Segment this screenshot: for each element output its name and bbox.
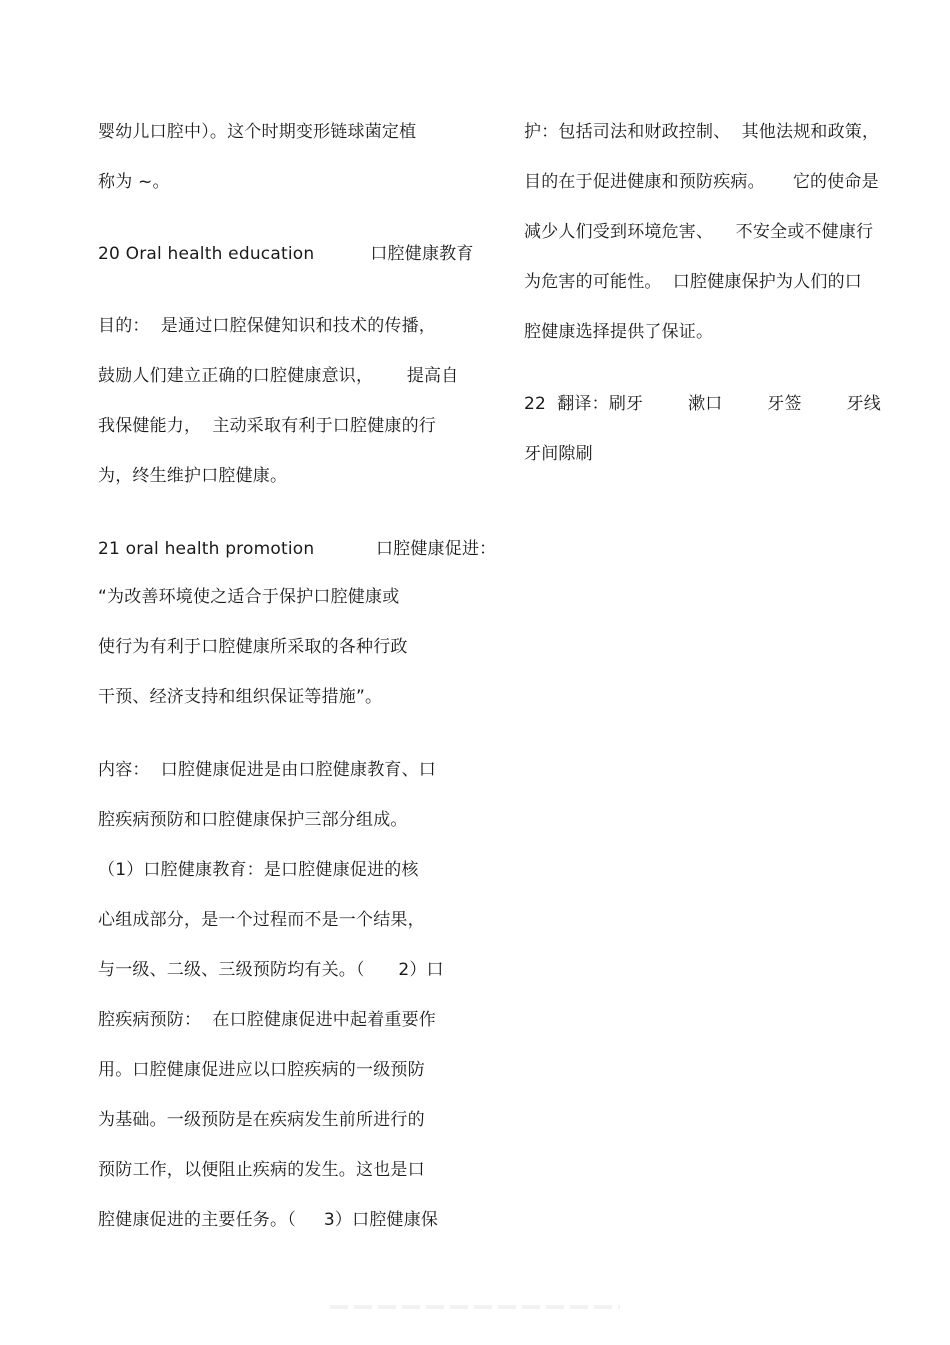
footer-artifact xyxy=(330,1305,620,1309)
text-line: 为基础。一级预防是在疾病发生前所进行的 xyxy=(98,1110,425,1130)
text-line: 腔疾病预防： 在口腔健康促进中起着重要作 xyxy=(98,1010,437,1030)
text-line: 用。口腔健康促进应以口腔疾病的一级预防 xyxy=(98,1060,425,1080)
text-line: “为改善环境使之适合于保护口腔健康或 xyxy=(98,587,400,607)
text-line: 腔健康促进的主要任务。（ 3）口腔健康保 xyxy=(98,1210,439,1230)
text-line: 目的在于促进健康和预防疾病。 它的使命是 xyxy=(524,172,879,192)
section-heading-20: 20 Oral health education 口腔健康教育 xyxy=(98,244,474,264)
section-heading-21: 21 oral health promotion 口腔健康促进： xyxy=(98,539,497,559)
section-heading-22: 22 翻译：刷牙 漱口 牙签 牙线 xyxy=(524,394,881,414)
text-line: 称为 ~。 xyxy=(98,172,170,192)
text-line: 婴幼儿口腔中）。这个时期变形链球菌定植 xyxy=(98,122,417,142)
text-line: 我保健能力， 主动采取有利于口腔健康的行 xyxy=(98,416,437,436)
text-line: 使行为有利于口腔健康所采取的各种行政 xyxy=(98,637,408,657)
text-line: （1）口腔健康教育：是口腔健康促进的核 xyxy=(98,860,419,880)
text-line: 牙间隙刷 xyxy=(524,444,593,464)
text-line: 为危害的可能性。 口腔健康保护为人们的口 xyxy=(524,272,863,292)
text-line: 鼓励人们建立正确的口腔健康意识， 提高自 xyxy=(98,366,459,386)
text-line: 目的： 是通过口腔保健知识和技术的传播， xyxy=(98,316,437,336)
text-line: 内容： 口腔健康促进是由口腔健康教育、口 xyxy=(98,760,437,780)
text-line: 干预、经济支持和组织保证等措施”。 xyxy=(98,687,383,707)
text-line: 心组成部分，是一个过程而不是一个结果， xyxy=(98,910,425,930)
text-line: 与一级、二级、三级预防均有关。（ 2）口 xyxy=(98,960,444,980)
text-line: 为，终生维护口腔健康。 xyxy=(98,466,288,486)
text-line: 腔疾病预防和口腔健康保护三部分组成。 xyxy=(98,810,408,830)
text-line: 减少人们受到环境危害、 不安全或不健康行 xyxy=(524,222,874,242)
text-line: 腔健康选择提供了保证。 xyxy=(524,322,714,342)
text-line: 预防工作，以便阻止疾病的发生。这也是口 xyxy=(98,1160,425,1180)
text-line: 护：包括司法和财政控制、 其他法规和政策， xyxy=(524,122,880,142)
